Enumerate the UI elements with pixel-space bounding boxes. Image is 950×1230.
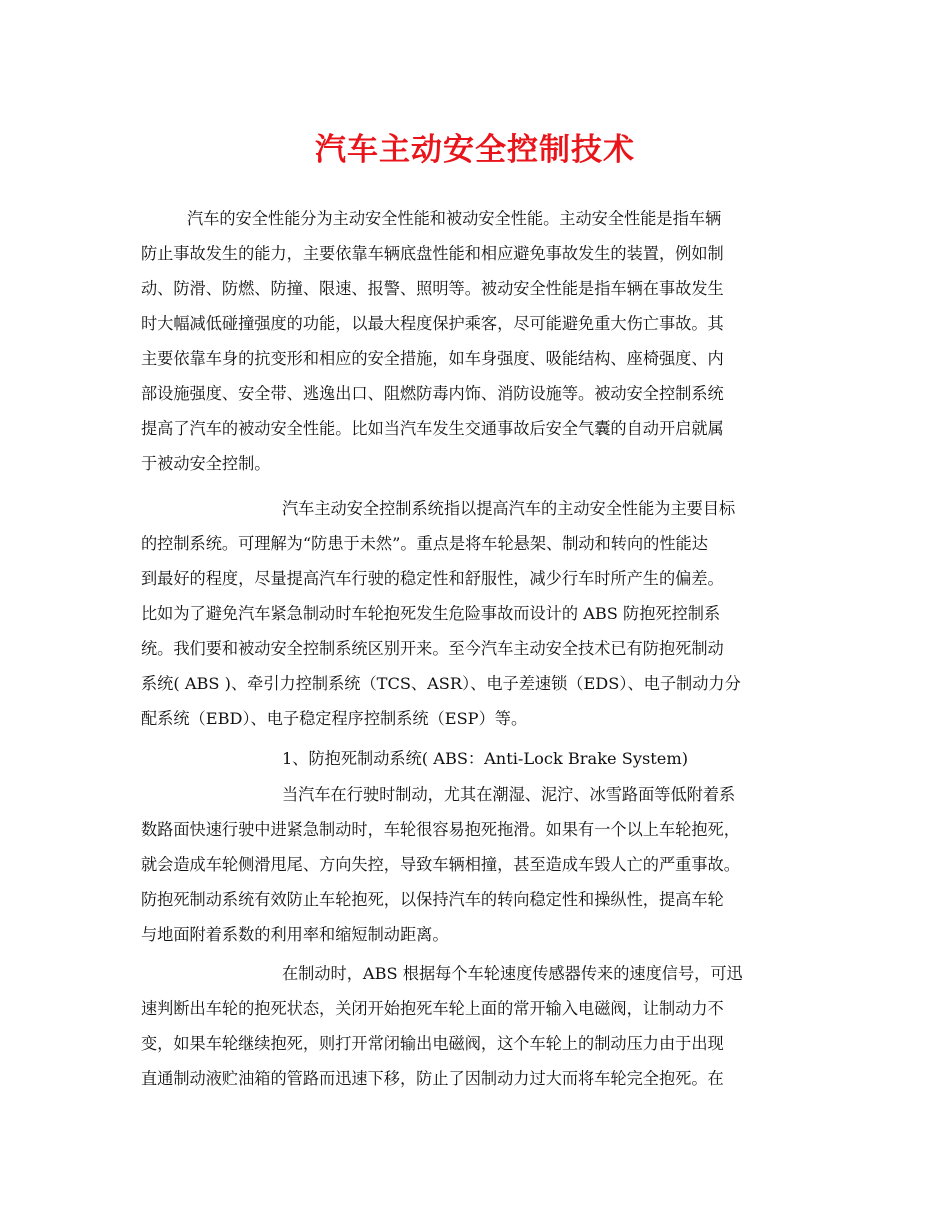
paragraph-line: 统。我们要和被动安全控制系统区别开来。至今汽车主动安全技术已有防抱死制动 [141, 639, 724, 658]
paragraph-line: 于被动安全控制。 [141, 454, 271, 473]
paragraph-line: 提高了汽车的被动安全性能。比如当汽车发生交通事故后安全气囊的自动开启就属 [141, 419, 724, 438]
paragraph-line: 到最好的程度，尽量提高汽车行驶的稳定性和舒服性，减少行车时所产生的偏差。 [141, 569, 724, 588]
paragraph-line: 配系统（EBD）、电子稳定程序控制系统（ESP）等。 [141, 709, 528, 728]
paragraph-line: 数路面快速行驶中进紧急制动时，车轮很容易抱死拖滑。如果有一个以上车轮抱死， [141, 820, 740, 839]
paragraph-line: 与地面附着系数的利用率和缩短制动距离。 [141, 925, 449, 944]
paragraph-line: 汽车的安全性能分为主动安全性能和被动安全性能。主动安全性能是指车辆 [187, 209, 722, 228]
paragraph-line: 汽车主动安全控制系统指以提高汽车的主动安全性能为主要目标 [282, 499, 736, 518]
paragraph-line: 当汽车在行驶时制动，尤其在潮湿、泥泞、冰雪路面等低附着系 [282, 785, 736, 804]
paragraph-line: 速判断出车轮的抱死状态，关闭开始抱死车轮上面的常开输入电磁阀，让制动力不 [141, 999, 724, 1018]
section-heading: 1、防抱死制动系统( ABS：Anti-Lock Brake System) [282, 749, 689, 768]
paragraph-line: 直通制动液贮油箱的管路而迅速下移，防止了因制动力过大而将车轮完全抱死。在 [141, 1069, 724, 1088]
paragraph-line: 动、防滑、防燃、防撞、限速、报警、照明等。被动安全性能是指车辆在事故发生 [141, 279, 724, 298]
paragraph-line: 主要依靠车身的抗变形和相应的安全措施，如车身强度、吸能结构、座椅强度、内 [141, 349, 724, 368]
paragraph-line: 防抱死制动系统有效防止车轮抱死，以保持汽车的转向稳定性和操纵性，提高车轮 [141, 890, 724, 909]
paragraph-line: 系统( ABS )、牵引力控制系统（TCS、ASR）、电子差速锁（EDS）、电子制动力分 [141, 674, 741, 693]
paragraph-line: 就会造成车轮侧滑甩尾、方向失控，导致车辆相撞，甚至造成车毁人亡的严重事故。 [141, 855, 740, 874]
paragraph-line: 的控制系统。可理解为“防患于未然”。重点是将车轮悬架、制动和转向的性能达 [141, 534, 708, 553]
paragraph-line: 比如为了避免汽车紧急制动时车轮抱死发生危险事故而设计的 ABS 防抱死控制系 [141, 604, 721, 623]
paragraph-line: 变，如果车轮继续抱死，则打开常闭输出电磁阀，这个车轮上的制动压力由于出现 [141, 1034, 724, 1053]
paragraph-line: 在制动时，ABS 根据每个车轮速度传感器传来的速度信号，可迅 [282, 964, 743, 983]
paragraph-line: 部设施强度、安全带、逃逸出口、阻燃防毒内饰、消防设施等。被动安全控制系统 [141, 384, 724, 403]
paragraph-line: 防止事故发生的能力，主要依靠车辆底盘性能和相应避免事故发生的装置，例如制 [141, 244, 724, 263]
paragraph-line: 时大幅减低碰撞强度的功能，以最大程度保护乘客，尽可能避免重大伤亡事故。其 [141, 314, 724, 333]
document-title: 汽车主动安全控制技术 [315, 132, 635, 168]
